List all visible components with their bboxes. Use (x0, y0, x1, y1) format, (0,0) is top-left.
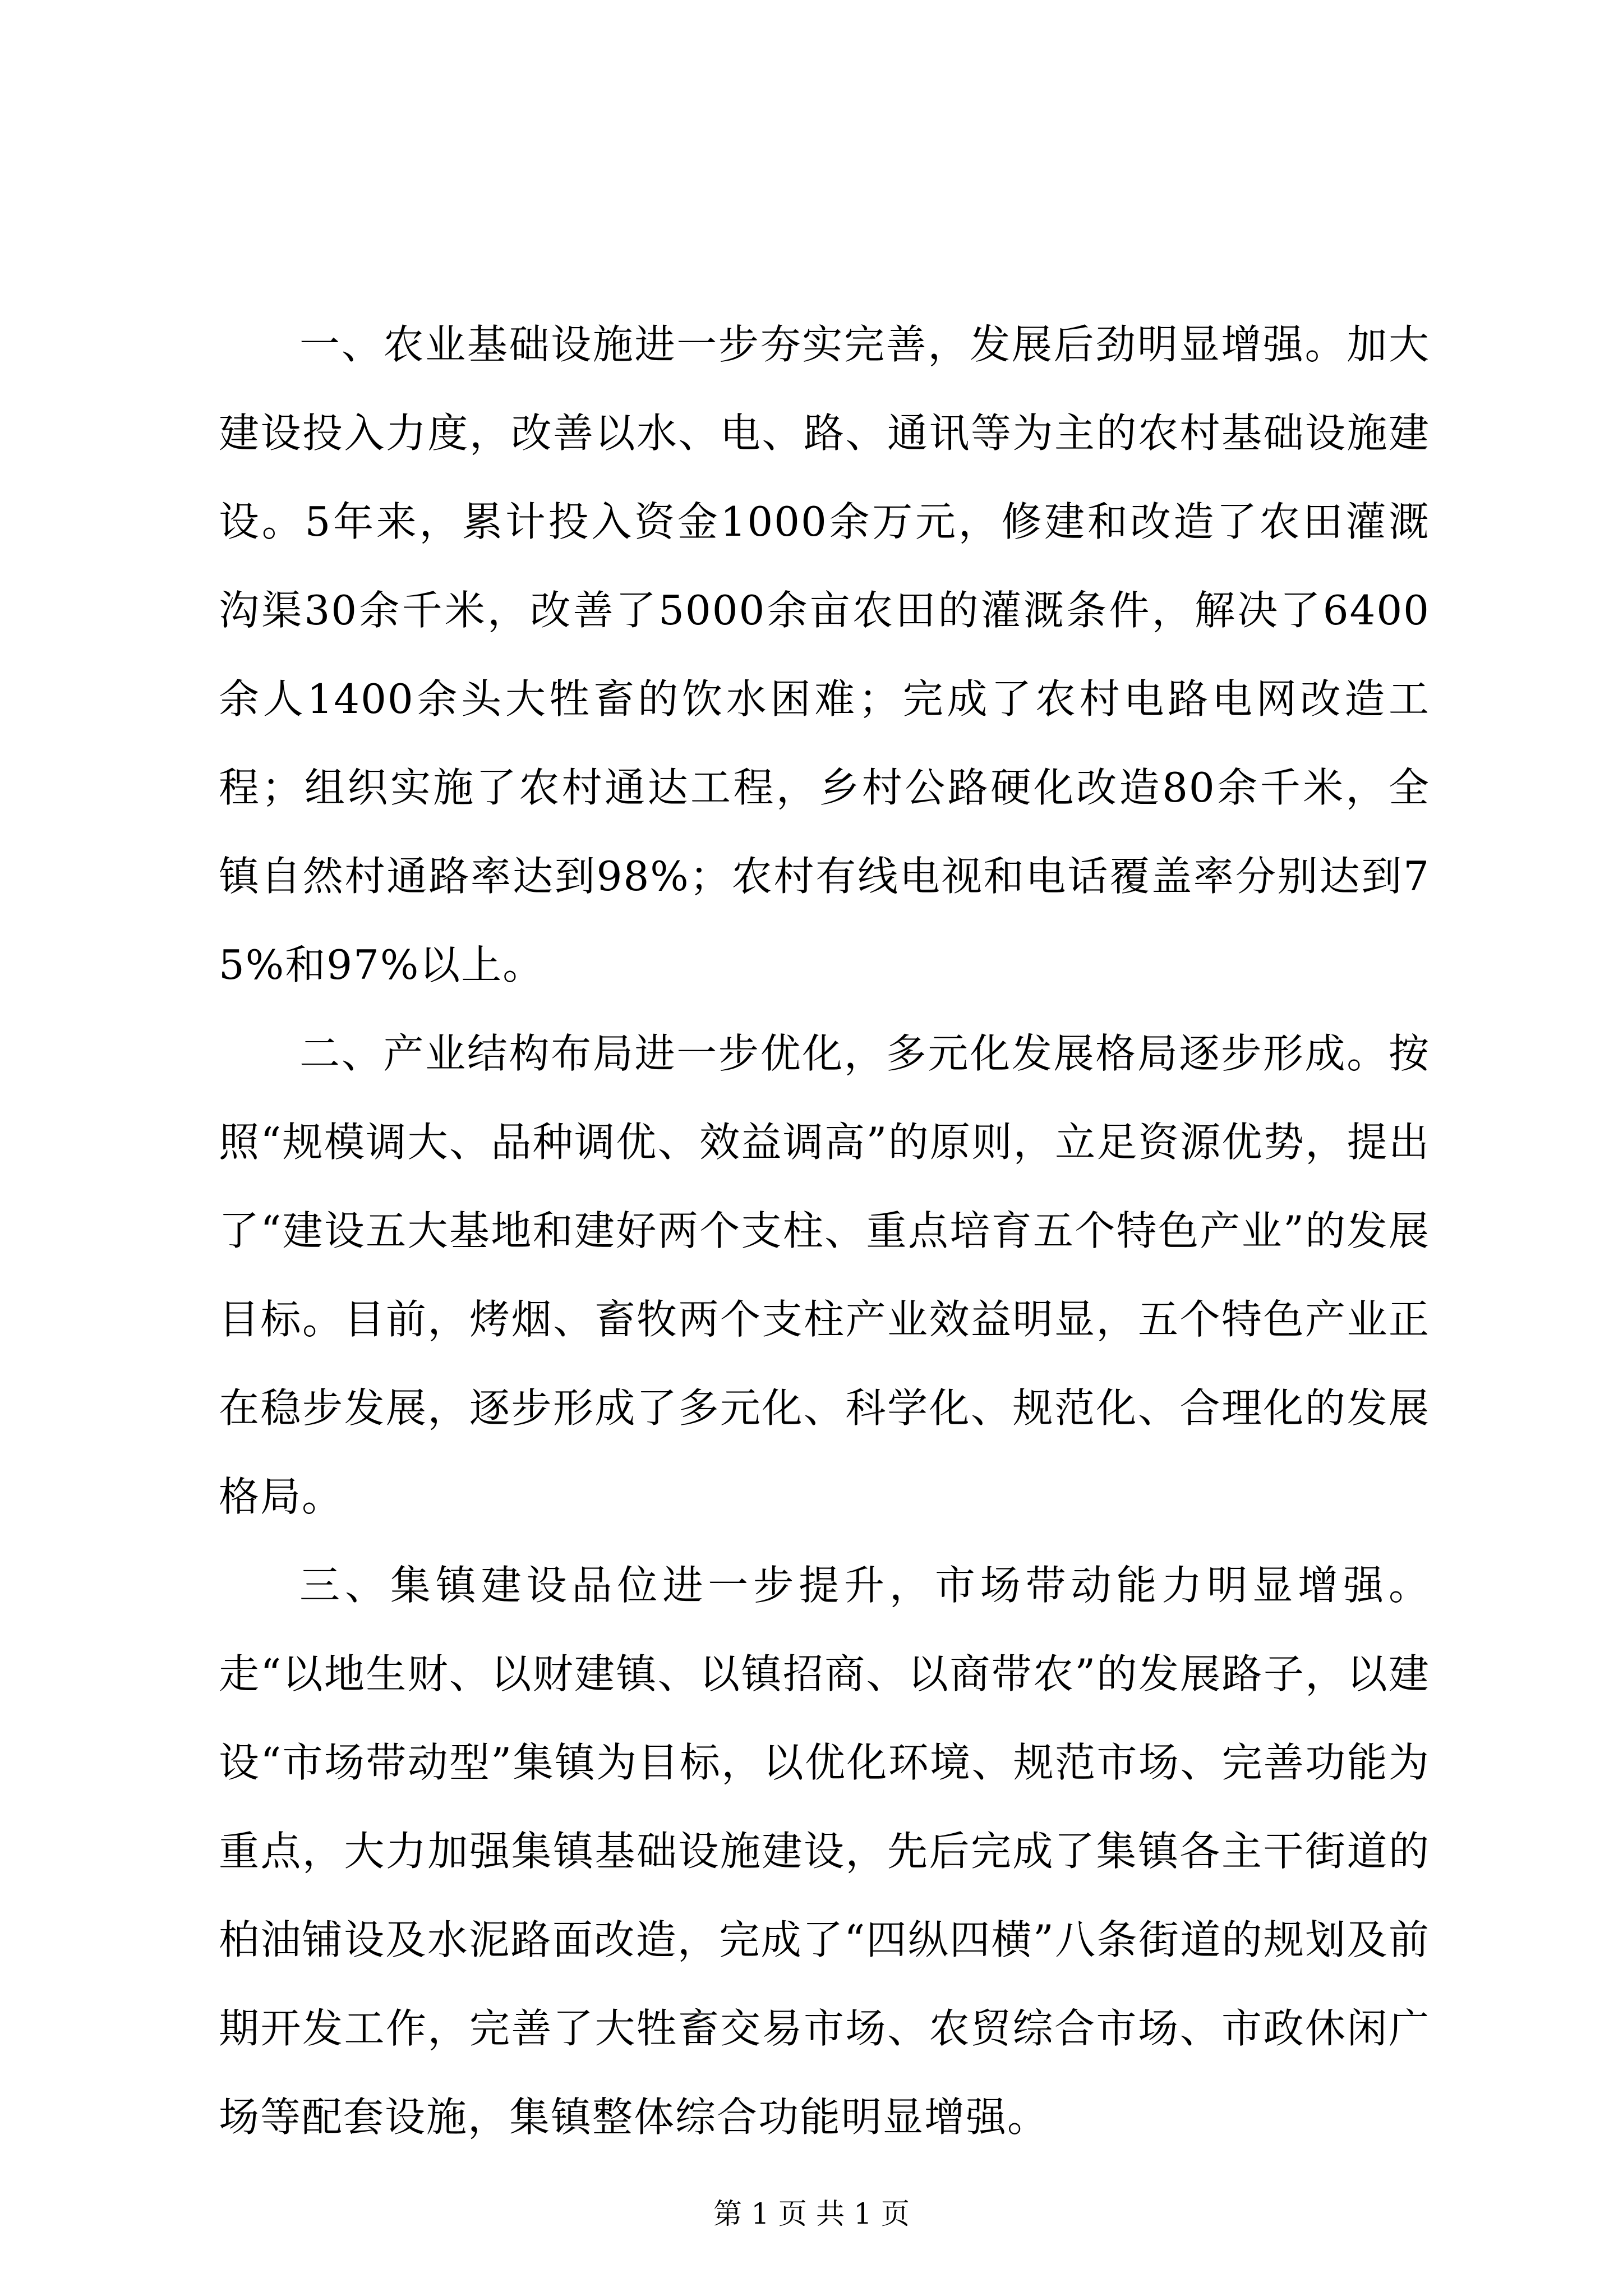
page-footer (0, 2198, 1623, 2231)
document-body (219, 300, 1430, 2161)
paragraph-town-construction: 三、集镇建设品位进一步提升，市场带动能力明显增强。走“以地生财、以财建镇、以镇招商、以商带农”的发展路子，以建设“市场带动型”集镇为目标，以优化环境、规范市场、完善功能为重点，大力加强集镇基础设施建设，先后完成了集镇各主干街道的柏油铺设及水泥路面改造，完成了“四纵四横”八条街道的规划及前期开发工作，完善了大牲畜交易市场、农贸综合市场、市政休闲广场等配套设施，集镇整体综合功能明显增强。 (219, 1562, 1430, 2141)
page-number-label: 第 1 页 共 1 页 (713, 2198, 910, 2231)
paragraph-agriculture-infrastructure: 一、农业基础设施进一步夯实完善，发展后劲明显增强。加大建设投入力度，改善以水、电、路、通讯等为主的农村基础设施建设。5年来，累计投入资金1000余万元，修建和改造了农田灌溉沟渠30余千米，改善了5000余亩农田的灌溉条件，解决了6400余人1400余头大牲畜的饮水困难；完成了农村电路电网改造工程；组织实施了农村通达工程，乡村公路硬化改造80余千米，全镇自然村通路率达到98%；农村有线电视和电话覆盖率分别达到75%和97%以上。 (219, 321, 1430, 988)
paragraph-industry-structure: 二、产业结构布局进一步优化，多元化发展格局逐步形成。按照“规模调大、品种调优、效益调高”的原则，立足资源优势，提出了“建设五大基地和建好两个支柱、重点培育五个特色产业”的发展目标。目前，烤烟、畜牧两个支柱产业效益明显，五个特色产业正在稳步发展，逐步形成了多元化、科学化、规范化、合理化的发展格局。 (219, 1030, 1430, 1520)
